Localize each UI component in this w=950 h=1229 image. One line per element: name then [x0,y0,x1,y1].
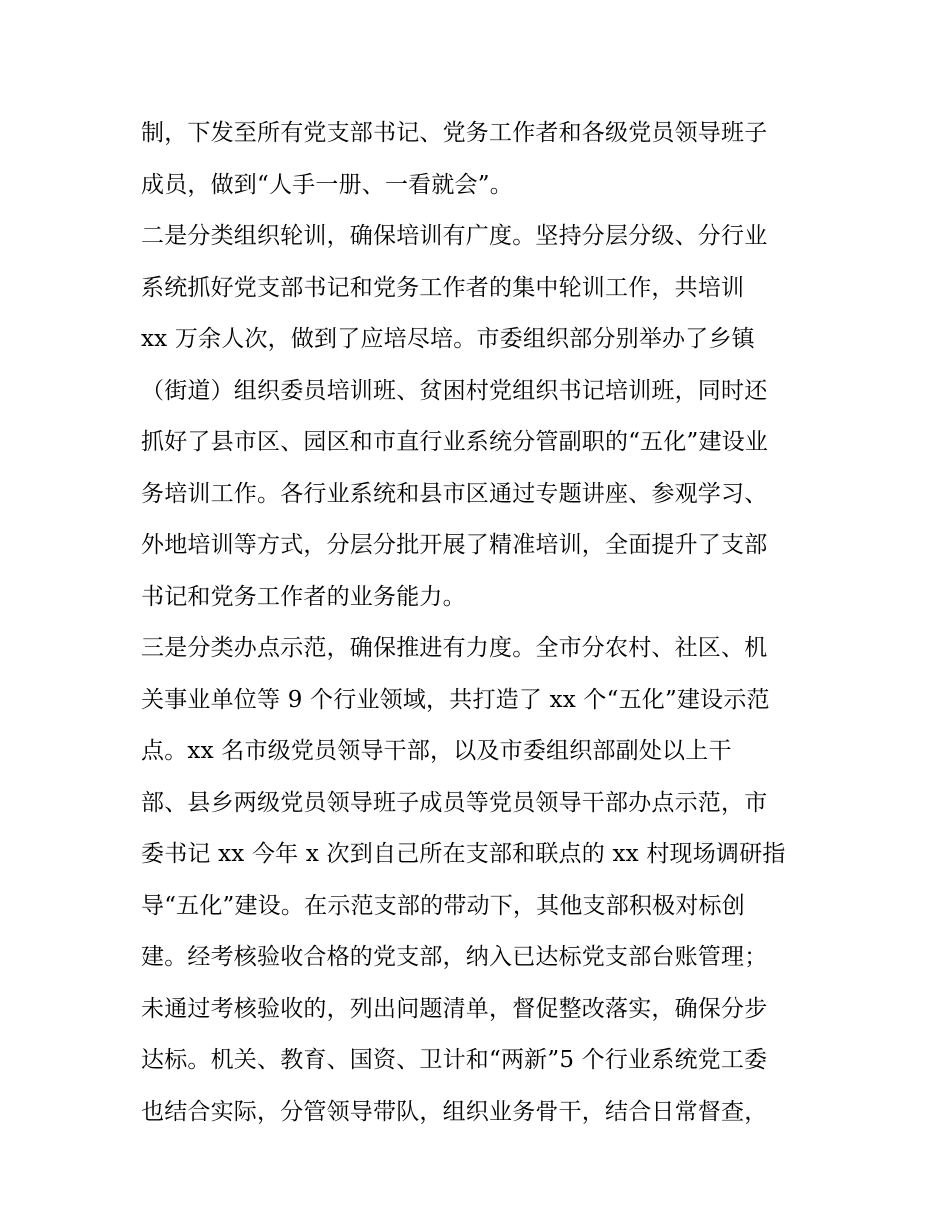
text-line-11: 三是分类办点示范，确保推进有力度。全市分农村、社区、机 [141,635,768,661]
text-line-10: 书记和党务工作者的业务能力。 [141,583,466,610]
text-line-4: 系统抓好党支部书记和党务工作者的集中轮训工作，共培训 [141,274,745,301]
text-line-8: 务培训工作。各行业系统和县市区通过专题讲座、参观学习、 [141,480,768,507]
text-line-3: 二是分类组织轮训，确保培训有广度。坚持分层分级、分行业 [141,223,768,249]
text-line-7: 抓好了县市区、园区和市直行业系统分管副职的“五化”建设业 [141,429,769,455]
text-line-1: 制，下发至所有党支部书记、党务工作者和各级党员领导班子 [141,120,768,146]
text-line-17: 建。经考核验收合格的党支部，纳入已达标党支部台账管理； [141,944,768,970]
text-line-14: 部、县乡两级党员领导班子成员等党员领导干部办点示范，市 [141,789,768,816]
text-line-12: 关事业单位等 9 个行业领域，共打造了 xx 个“五化”建设示范 [141,686,770,713]
text-line-15: 委书记 xx 今年 x 次到自己所在支部和联点的 xx 村现场调研指 [141,841,786,867]
text-line-6: （街道）组织委员培训班、贫困村党组织书记培训班，同时还 [141,377,768,404]
text-line-18: 未通过考核验收的，列出问题清单，督促整改落实，确保分步 [141,995,768,1022]
text-line-16: 导“五化”建设。在示范支部的带动下，其他支部积极对标创 [141,892,745,919]
text-line-19: 达标。机关、教育、国资、卫计和“两新”5 个行业系统党工委 [141,1047,768,1073]
text-line-13: 点。xx 名市级党员领导干部，以及市委组织部副处以上干 [141,738,732,764]
text-line-9: 外地培训等方式，分层分批开展了精准培训，全面提升了支部 [141,532,768,558]
document-body [141,108,821,1138]
text-line-20: 也结合实际，分管领导带队，组织业务骨干，结合日常督查， [141,1098,768,1125]
text-line-5: xx 万余人次，做到了应培尽培。市委组织部分别举办了乡镇 [141,326,755,352]
text-line-2: 成员，做到“人手一册、一看就会”。 [141,171,513,198]
